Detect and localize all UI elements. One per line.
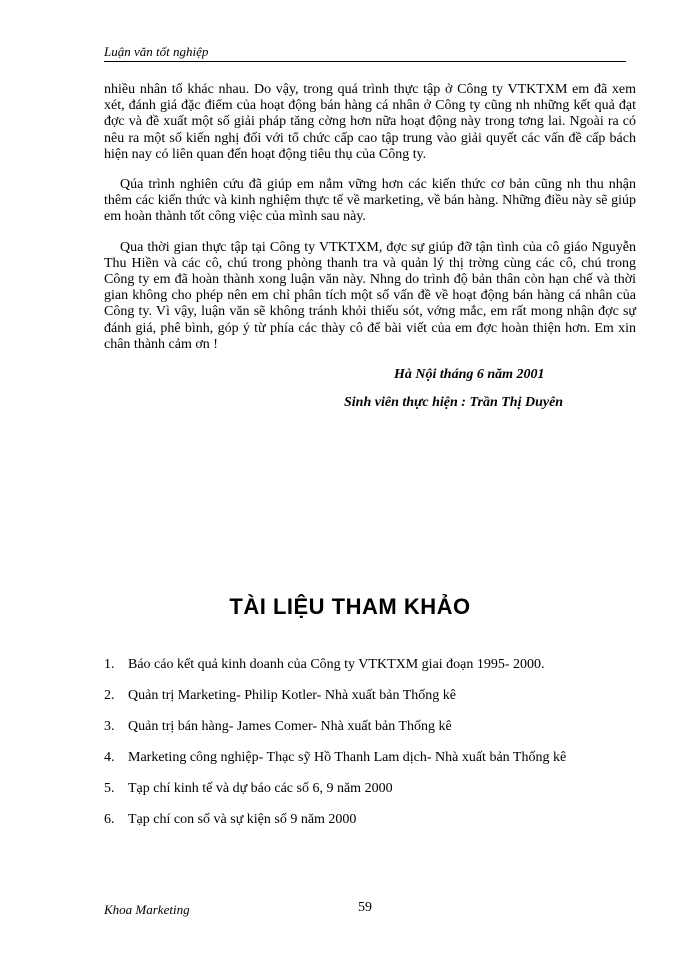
signature-author: Sinh viên thực hiện : Trần Thị Duyên (344, 395, 564, 411)
reference-text: Quản trị Marketing- Philip Kotler- Nhà xuất bản Thống kê (128, 688, 457, 703)
reference-number: 1. (104, 657, 115, 672)
reference-number: 3. (104, 719, 115, 734)
paragraph: Qúa trình nghiên cứu đã giúp em nắm vững hơn các kiến thức cơ bản cũng nh thu nhận thêm các kiến thức và kinh nghiệm thực tế về marketing, về bán hàng. Những điều này sẽ giúp em hoàn thành tốt công việc của mình sau này. (104, 177, 636, 225)
reference-text: Tạp chí con số và sự kiện số 9 năm 2000 (128, 812, 357, 827)
reference-item (104, 812, 644, 843)
page-header (104, 44, 626, 62)
references-title: TÀI LIỆU THAM KHẢO (229, 594, 471, 619)
reference-number: 6. (104, 812, 115, 827)
reference-item (104, 657, 644, 688)
reference-item (104, 781, 644, 812)
body-text (104, 82, 636, 411)
reference-text: Báo cáo kết quả kinh doanh của Công ty VTKTXM giai đoạn 1995- 2000. (128, 657, 545, 672)
paragraph: nhiều nhân tố khác nhau. Do vậy, trong quá trình thực tập ở Công ty VTKTXM em đã xem xét, đánh giá đặc điểm của hoạt động bán hàng cá nhân ở Công ty cũng nh những kết quả đạt đợc và đề xuất một số giải pháp tăng cờng hơn nữa hoạt động này trong tơng lai. Ngoài ra có nêu ra một số kiến nghị đối với tổ chức cấp cao tập trung vào giải quyết các vấn đề cấp bách hiện nay có liên quan đến hoạt động tiêu thụ của Công ty. (104, 82, 636, 162)
reference-text: Tạp chí kinh tế và dự báo các số 6, 9 năm 2000 (128, 781, 393, 796)
header-title: Luận văn tốt nghiệp (104, 44, 209, 59)
reference-number: 5. (104, 781, 115, 796)
reference-text: Quản trị bán hàng- James Comer- Nhà xuất bản Thống kê (128, 719, 452, 734)
page-number: 59 (358, 900, 372, 915)
reference-number: 2. (104, 688, 115, 703)
reference-item (104, 688, 644, 719)
reference-number: 4. (104, 750, 115, 765)
references-list (104, 657, 644, 843)
reference-item (104, 750, 644, 781)
paragraph: Qua thời gian thực tập tại Công ty VTKTXM, đợc sự giúp đỡ tận tình của cô giáo Nguyễn Thu Hiền và các cô, chú trong phòng thanh tra và quản lý thị trờng cùng các cô, chú trong Công ty em đã hoàn thành xong luận văn này. Nhng do trình độ bản thân còn hạn chế và thời gian không cho phép nên em chỉ phân tích một số vấn đề về hoạt động bán hàng cá nhân của Công ty. Vì vậy, luận văn sẽ không tránh khỏi thiếu sót, vớng mắc, em rất mong nhận đợc sự đánh giá, phê bình, góp ý từ phía các thày cô để bài viết của em đợc hoàn thiện hơn. Em xin chân thành cảm ơn ! (104, 239, 636, 352)
reference-item (104, 719, 644, 750)
signature-date: Hà Nội tháng 6 năm 2001 (394, 367, 545, 383)
reference-text: Marketing công nghiệp- Thạc sỹ Hồ Thanh Lam dịch- Nhà xuất bản Thống kê (128, 750, 567, 765)
footer-department: Khoa Marketing (104, 902, 190, 917)
